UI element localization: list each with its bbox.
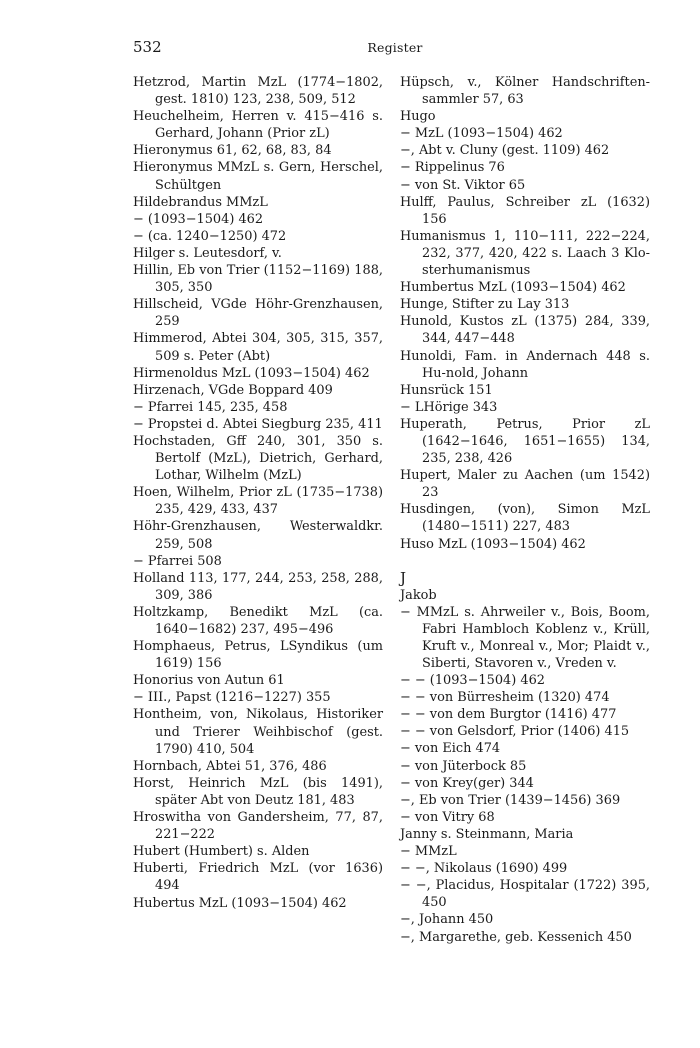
index-entry: Hildebrandus MMzL xyxy=(133,194,268,210)
index-entry: Huperath, Petrus, Prior zL (1642−1646, 1651−1655) 134, 235, 238, 426 xyxy=(400,416,650,467)
index-entry: Hillin, Eb von Trier (1152−1169) 188, 305, 350 xyxy=(133,263,383,296)
index-entry: −, Johann 450 xyxy=(400,912,494,928)
index-entry: Hupert, Maler zu Aachen (um 1542) 23 xyxy=(400,468,650,501)
index-entry: − Pfarrei 145, 235, 458 xyxy=(133,399,288,415)
index-entry: Humanismus 1, 110−111, 222−224, 232, 377, 420, 422 s. Laach 3 Klo-sterhumanismus xyxy=(400,228,650,279)
index-entry: Huberti, Friedrich MzL (vor 1636) 494 xyxy=(133,861,383,894)
page-number: 532 xyxy=(133,38,162,56)
index-entry: Holland 113, 177, 244, 253, 258, 288, 309, 386 xyxy=(133,570,383,603)
index-entry: Hroswitha von Gandersheim, 77, 87, 221−222 xyxy=(133,810,383,843)
index-entry: Hirmenoldus MzL (1093−1504) 462 xyxy=(133,365,370,381)
index-entry: Hüpsch, v., Kölner Handschriften-sammler 57, 63 xyxy=(400,75,650,108)
index-entry: − Rippelinus 76 xyxy=(400,160,505,176)
index-entry: −, Eb von Trier (1439−1456) 369 xyxy=(400,792,621,808)
index-entry: Hornbach, Abtei 51, 376, 486 xyxy=(133,758,327,774)
index-entry: − LHörige 343 xyxy=(400,399,498,415)
running-head: Register xyxy=(367,40,423,55)
index-entry: − (1093−1504) 462 xyxy=(133,211,264,227)
index-entry: −, Abt v. Cluny (gest. 1109) 462 xyxy=(400,143,610,159)
index-entry: Humbertus MzL (1093−1504) 462 xyxy=(400,280,626,296)
index-entry: Holtzkamp, Benedikt MzL (ca. 1640−1682) 237, 495−496 xyxy=(133,604,383,637)
index-entry: − − von dem Burgtor (1416) 477 xyxy=(400,707,617,723)
index-entry: Hunge, Stifter zu Lay 313 xyxy=(400,297,570,313)
index-group-h xyxy=(400,74,650,553)
index-entry: − III., Papst (1216−1227) 355 xyxy=(133,690,331,706)
index-entry: Hunoldi, Fam. in Andernach 448 s. Hu-nold, Johann xyxy=(400,348,650,381)
index-group-j xyxy=(400,587,650,946)
index-entry: − MzL (1093−1504) 462 xyxy=(400,126,563,142)
index-entry: − − (1093−1504) 462 xyxy=(400,673,545,689)
index-entry: Hubertus MzL (1093−1504) 462 xyxy=(133,895,347,911)
section-letter: J xyxy=(400,568,407,587)
index-entry: Heuchelheim, Herren v. 415−416 s. Gerhard, Johann (Prior zL) xyxy=(133,109,383,142)
index-entry: − Propstei d. Abtei Siegburg 235, 411 xyxy=(133,416,383,432)
index-entry: − −, Nikolaus (1690) 499 xyxy=(400,861,568,877)
index-entry: Huso MzL (1093−1504) 462 xyxy=(400,536,586,552)
index-entry: − −, Placidus, Hospitalar (1722) 395, 450 xyxy=(400,878,650,911)
index-entry: − von Eich 474 xyxy=(400,741,501,757)
index-column-right xyxy=(400,74,650,946)
index-entry: −, Margarethe, geb. Kessenich 450 xyxy=(400,929,632,945)
index-entry: Jakob xyxy=(400,587,437,603)
index-entry: Hochstaden, Gff 240, 301, 350 s. Bertolf (MzL), Dietrich, Gerhard, Lothar, Wilhelm (MzL) xyxy=(133,433,383,484)
index-entry: Horst, Heinrich MzL (bis 1491), später Abt von Deutz 181, 483 xyxy=(133,775,383,808)
index-entry: Hulff, Paulus, Schreiber zL (1632) 156 xyxy=(400,194,650,227)
index-entry: − Pfarrei 508 xyxy=(133,553,222,569)
index-entry: − − von Gelsdorf, Prior (1406) 415 xyxy=(400,724,630,740)
index-entry: Hontheim, von, Nikolaus, Historiker und Trierer Weihbischof (gest. 1790) 410, 504 xyxy=(133,707,383,757)
index-entry: − − von Bürresheim (1320) 474 xyxy=(400,690,610,706)
index-entry: − von St. Viktor 65 xyxy=(400,177,526,193)
index-entry: Hirzenach, VGde Boppard 409 xyxy=(133,382,333,398)
index-entry: Hunsrück 151 xyxy=(400,382,493,398)
index-column-left xyxy=(133,74,383,912)
index-entry: Hilger s. Leutesdorf, v. xyxy=(133,245,282,261)
index-entry: Hunold, Kustos zL (1375) 284, 339, 344, 447−448 xyxy=(400,314,650,347)
index-entry: − von Vitry 68 xyxy=(400,809,495,825)
index-entry: Hugo xyxy=(400,109,436,125)
index-entry: Hoen, Wilhelm, Prior zL (1735−1738) 235, 429, 433, 437 xyxy=(133,485,383,518)
index-entry: − von Jüterbock 85 xyxy=(400,758,527,774)
index-entry: Hetzrod, Martin MzL (1774−1802, gest. 1810) 123, 238, 509, 512 xyxy=(133,75,383,108)
index-entry: Hieronymus 61, 62, 68, 83, 84 xyxy=(133,143,332,159)
index-entry: Himmerod, Abtei 304, 305, 315, 357, 509 s. Peter (Abt) xyxy=(133,331,383,364)
index-entry: Janny s. Steinmann, Maria xyxy=(400,826,574,842)
index-entry: Honorius von Autun 61 xyxy=(133,673,285,689)
index-entry: Höhr-Grenzhausen, Westerwaldkr. 259, 508 xyxy=(133,519,383,552)
index-entry: Husdingen, (von), Simon MzL (1480−1511) 227, 483 xyxy=(400,502,650,535)
index-entry: Homphaeus, Petrus, LSyndikus (um 1619) 156 xyxy=(133,639,383,672)
index-entry: − MMzL xyxy=(400,844,457,860)
index-entry: − MMzL s. Ahrweiler v., Bois, Boom, Fabri Hambloch Koblenz v., Krüll, Kruft v., Monreal v., Mor; Plaidt v., Siberti, Stavoren v., Vreden v. xyxy=(400,604,650,671)
index-entry: − (ca. 1240−1250) 472 xyxy=(133,228,287,244)
index-entry: Hillscheid, VGde Höhr-Grenzhausen, 259 xyxy=(133,297,383,330)
index-entry: Hieronymus MMzL s. Gern, Herschel, Schültgen xyxy=(133,160,383,193)
index-entry: Hubert (Humbert) s. Alden xyxy=(133,844,310,860)
index-entry: − von Krey(ger) 344 xyxy=(400,775,534,791)
